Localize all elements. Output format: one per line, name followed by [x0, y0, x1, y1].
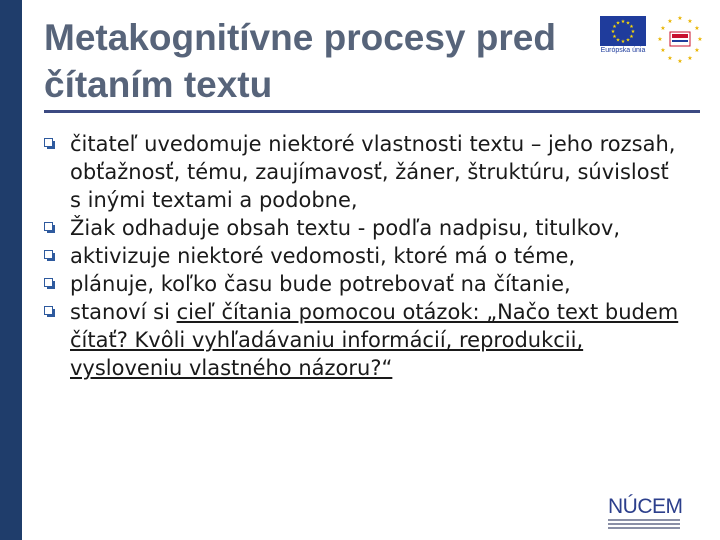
list-item	[44, 130, 684, 214]
bullet-list	[44, 130, 684, 382]
eu-flag-icon	[600, 16, 646, 46]
svg-text:★: ★	[615, 37, 621, 44]
square-bullet-icon	[44, 222, 55, 233]
list-item	[44, 270, 684, 298]
square-bullet-icon	[44, 306, 55, 317]
svg-text:★: ★	[612, 34, 617, 40]
svg-text:★: ★	[625, 37, 631, 44]
bullet-text: Žiak odhaduje obsah textu - podľa nadpisu, titulkov,	[70, 216, 621, 240]
svg-text:★: ★	[660, 47, 666, 54]
list-item	[44, 298, 684, 382]
nucem-logo	[608, 496, 688, 531]
list-item	[44, 242, 684, 270]
square-bullet-icon	[44, 278, 55, 289]
svg-text:★: ★	[660, 25, 666, 32]
svg-text:★: ★	[612, 24, 617, 30]
bullet-text-prefix: stanoví si	[70, 300, 177, 324]
nucem-wordmark: NÚCEM	[608, 495, 683, 518]
title-divider	[44, 110, 700, 113]
esf-logo	[654, 14, 706, 66]
svg-text:★: ★	[629, 34, 634, 40]
svg-text:★: ★	[667, 55, 673, 62]
left-accent-bar	[0, 0, 22, 540]
svg-text:★: ★	[694, 25, 700, 32]
svg-text:★: ★	[629, 24, 634, 30]
svg-text:★: ★	[657, 36, 663, 43]
nucem-subtitle-lines	[608, 519, 688, 529]
svg-text:★: ★	[697, 36, 703, 43]
svg-text:★: ★	[687, 18, 693, 25]
bullet-text: aktivizuje niektoré vedomosti, ktoré má o téme,	[70, 244, 576, 268]
svg-text:★: ★	[694, 47, 700, 54]
list-item	[44, 214, 684, 242]
svg-text:★: ★	[677, 58, 683, 65]
eu-logo	[598, 16, 648, 54]
svg-text:★: ★	[687, 55, 693, 62]
svg-text:★: ★	[620, 19, 626, 25]
svg-text:★: ★	[620, 39, 626, 45]
bullet-text: plánuje, koľko času bude potrebovať na čítanie,	[70, 272, 571, 296]
svg-text:★: ★	[615, 20, 621, 27]
bullet-text: čitateľ uvedomuje niektoré vlastnosti textu – jeho rozsah, obťažnosť, tému, zaujímavosť, žáner, štruktúru, súvislosť s inými textami a podobne,	[70, 132, 676, 212]
svg-text:★: ★	[667, 18, 673, 25]
square-bullet-icon	[44, 138, 55, 149]
slide-title: Metakognitívne procesy pred čítaním textu	[44, 17, 556, 105]
svg-text:★: ★	[610, 29, 616, 35]
square-bullet-icon	[44, 250, 55, 261]
svg-text:★: ★	[630, 29, 636, 35]
svg-text:★: ★	[677, 15, 683, 22]
bullet-text-underlined: cieľ čítania pomocou otázok: „Načo text budem čítať? Kvôli vyhľadávaniu informácií, reprodukcii, vysloveniu vlastného názoru?“	[70, 300, 679, 380]
eu-caption: Európska únia	[600, 47, 646, 54]
svg-text:★: ★	[625, 20, 631, 27]
